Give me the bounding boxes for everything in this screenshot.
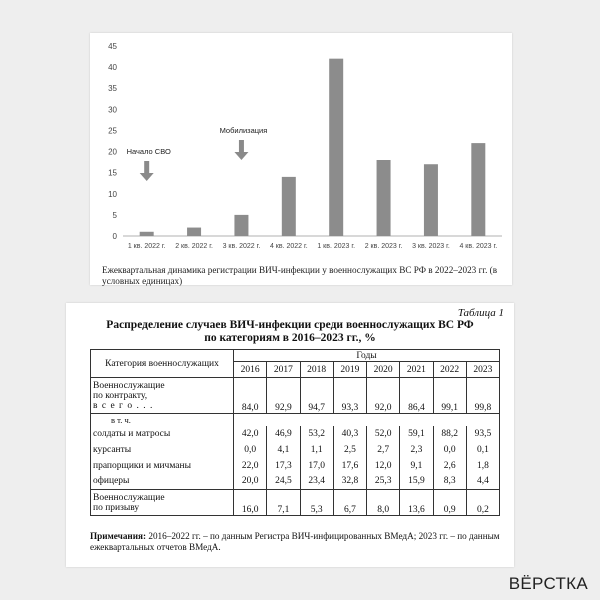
- table-cell: 40,3: [333, 426, 366, 442]
- contract-label-line2: по контракту,: [93, 390, 148, 401]
- year-header: 2022: [433, 362, 466, 378]
- table-cell: 53,2: [300, 426, 333, 442]
- row-label: курсанты: [91, 442, 234, 458]
- table-cell: 92,9: [267, 378, 300, 414]
- row-label: офицеры: [91, 474, 234, 490]
- bar: [471, 143, 485, 236]
- table-cell: 6,7: [333, 490, 366, 516]
- conscript-label-line1: Военнослужащие: [93, 492, 165, 503]
- table-cell: 88,2: [433, 426, 466, 442]
- x-tick-label: 4 кв. 2023 г.: [459, 243, 498, 250]
- table-cell: 0,0: [433, 442, 466, 458]
- bar: [234, 215, 248, 236]
- y-tick-label: 30: [108, 105, 117, 115]
- table-cell: 0,1: [466, 442, 499, 458]
- table-cell: 0,0: [234, 442, 267, 458]
- x-tick-label: 2 кв. 2023 г.: [364, 243, 403, 250]
- table-cell: 86,4: [400, 378, 433, 414]
- bar-chart: [90, 33, 512, 263]
- annotation-arrow-shaft: [144, 161, 149, 173]
- year-header: 2020: [367, 362, 400, 378]
- table-notes: [90, 531, 502, 553]
- chart-panel: [90, 33, 512, 285]
- notes-text: 2016–2022 гг. – по данным Регистра ВИЧ-инфицированных ВМедА; 2023 гг. – по данным ежеквартальных отчетов ВМедА.: [90, 531, 500, 552]
- table-cell: 8,0: [367, 490, 400, 516]
- table-cell: 93,5: [466, 426, 499, 442]
- x-tick-label: 1 кв. 2023 г.: [317, 243, 356, 250]
- table-cell: 94,7: [300, 378, 333, 414]
- table-cell: 92,0: [367, 378, 400, 414]
- incl-spacer: [234, 414, 500, 426]
- year-header: 2019: [333, 362, 366, 378]
- table-cell: 99,8: [466, 378, 499, 414]
- y-tick-label: 25: [108, 126, 117, 136]
- table-cell: 4,1: [267, 442, 300, 458]
- data-table: [90, 349, 500, 516]
- year-header: 2021: [400, 362, 433, 378]
- table-cell: 16,0: [234, 490, 267, 516]
- table-cell: 17,0: [300, 458, 333, 474]
- year-header: 2018: [300, 362, 333, 378]
- table-cell: 2,5: [333, 442, 366, 458]
- table-cell: 15,9: [400, 474, 433, 490]
- x-tick-label: 3 кв. 2023 г.: [412, 243, 450, 250]
- x-tick-label: 4 кв. 2022 г.: [269, 243, 308, 250]
- table-cell: 22,0: [234, 458, 267, 474]
- table-cell: 13,6: [400, 490, 433, 516]
- table-cell: 2,3: [400, 442, 433, 458]
- table-number: Таблица 1: [457, 307, 504, 319]
- notes-label: Примечания:: [90, 531, 147, 541]
- table-cell: 24,5: [267, 474, 300, 490]
- y-tick-label: 10: [108, 189, 117, 199]
- table-cell: 7,1: [267, 490, 300, 516]
- x-tick-label: 2 кв. 2022 г.: [175, 243, 213, 250]
- table-cell: 93,3: [333, 378, 366, 414]
- bar: [424, 164, 438, 236]
- conscript-label-line2: по призыву: [93, 502, 140, 513]
- table-cell: 0,9: [433, 490, 466, 516]
- incl-label: в т. ч.: [91, 414, 234, 426]
- table-title-line2: по категориям в 2016–2023 гг., %: [204, 332, 376, 344]
- year-header: 2016: [234, 362, 267, 378]
- table-cell: 52,0: [367, 426, 400, 442]
- table-cell: 1,8: [466, 458, 499, 474]
- chart-caption: Ежеквартальная динамика регистрации ВИЧ-инфекции у военнослужащих ВС РФ в 2022–2023 гг. (в условных единицах): [102, 265, 498, 286]
- bar: [187, 228, 201, 236]
- y-tick-label: 5: [112, 210, 117, 220]
- table-cell: 20,0: [234, 474, 267, 490]
- table-cell: 4,4: [466, 474, 499, 490]
- y-tick-label: 0: [112, 232, 117, 241]
- table-cell: 17,6: [333, 458, 366, 474]
- table-cell: 25,3: [367, 474, 400, 490]
- table-cell: 84,0: [234, 378, 267, 414]
- table-cell: 1,1: [300, 442, 333, 458]
- table-cell: 9,1: [400, 458, 433, 474]
- x-tick-label: 3 кв. 2022 г.: [222, 243, 261, 250]
- y-tick-label: 45: [108, 42, 117, 51]
- table-cell: 12,0: [367, 458, 400, 474]
- y-tick-label: 35: [108, 84, 117, 94]
- contract-label-line3: в с е г о . . .: [93, 400, 154, 411]
- category-header: Категория военнослужащих: [91, 350, 234, 378]
- bar: [329, 59, 343, 236]
- table-cell: 42,0: [234, 426, 267, 442]
- brand-logo: ВЁРСТКА: [508, 574, 588, 593]
- table-cell: 46,9: [267, 426, 300, 442]
- y-tick-label: 20: [108, 147, 117, 157]
- table-cell: 0,2: [466, 490, 499, 516]
- year-header: 2017: [267, 362, 300, 378]
- years-header: Годы: [234, 350, 500, 362]
- year-header: 2023: [466, 362, 499, 378]
- annotation-arrow-shaft: [239, 140, 244, 152]
- table-cell: 99,1: [433, 378, 466, 414]
- table-cell: 17,3: [267, 458, 300, 474]
- y-tick-label: 15: [108, 168, 117, 178]
- contract-label: [91, 378, 234, 414]
- table-title-line1: Распределение случаев ВИЧ-инфекции среди военнослужащих ВС РФ: [106, 319, 474, 331]
- table-cell: 23,4: [300, 474, 333, 490]
- table-cell: 5,3: [300, 490, 333, 516]
- table-cell: 2,7: [367, 442, 400, 458]
- table-panel: [66, 303, 514, 567]
- contract-label-line1: Военнослужащие: [93, 380, 165, 391]
- annotation-label: Мобилизация: [219, 126, 268, 135]
- annotation-arrow-head: [140, 173, 154, 181]
- conscript-label: [91, 490, 234, 516]
- table-cell: 8,3: [433, 474, 466, 490]
- bar: [140, 232, 154, 236]
- x-tick-label: 1 кв. 2022 г.: [127, 243, 166, 250]
- table-cell: 32,8: [333, 474, 366, 490]
- table-cell: 59,1: [400, 426, 433, 442]
- annotation-label: Начало СВО: [126, 147, 171, 156]
- row-label: солдаты и матросы: [91, 426, 234, 442]
- bar: [282, 177, 296, 236]
- annotation-arrow-head: [234, 152, 248, 160]
- bar: [377, 160, 391, 236]
- row-label: прапорщики и мичманы: [91, 458, 234, 474]
- table-cell: 2,6: [433, 458, 466, 474]
- y-tick-label: 40: [108, 63, 117, 73]
